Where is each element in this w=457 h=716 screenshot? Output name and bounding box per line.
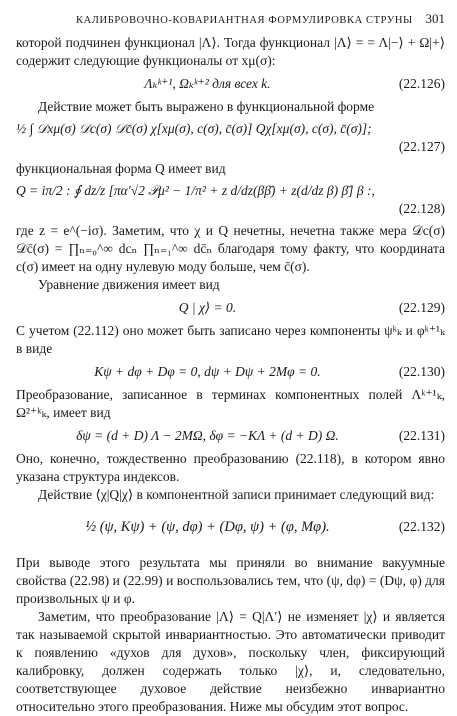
equation-number: (22.128) — [398, 201, 445, 216]
equation-formula: δψ = (d + D) Λ − 2MΩ, δφ = −KΛ + (d + D) Ω. — [76, 428, 339, 443]
paragraph-11: Заметим, что преобразование |Λ⟩ = Q|Λ′⟩ не изменяет |χ⟩ и является так называемой скрытой инвариантностью. Это автоматически приводит к появлению «духов для духов», поскольку член, фиксирующий калибровку, должен содержать только |χ⟩, и, следовательно, соответствующее духовое действие неизбежно инвариантно относительно этого преобразования. Ниже мы обсудим этот вопрос. — [16, 609, 445, 714]
equation-number: (22.132) — [398, 519, 445, 534]
equation-22-127 — [16, 120, 445, 156]
equation-22-131 — [16, 427, 445, 445]
paragraph-6: С учетом (22.112) оно может быть записано через компоненты ψᵏₖ и φᵏ⁺¹ₖ в виде — [16, 323, 445, 356]
equation-22-132 — [16, 518, 445, 536]
equation-formula: Q = iπ/2 : ∮ dz/z [πα′√2 𝒫μ² − 1/π² + z d/dz(ββ̄) + z(d/dz β) β̄] β :, — [16, 183, 375, 198]
equation-22-130 — [16, 363, 445, 381]
equation-number: (22.129) — [398, 300, 445, 315]
paragraph-1: которой подчинен функционал |Λ⟩. Тогда функционал |Λ⟩ = = Λ|−⟩ + Ω|+⟩ содержит следующие функционалы от xμ(σ): — [16, 35, 445, 68]
equation-number: (22.126) — [398, 76, 445, 91]
paragraph-10: При выводе этого результата мы приняли во внимание вакуумные свойства (22.98) и (22.99) и воспользовались тем, что (ψ, dφ) = (Dψ, φ) для произвольных ψ и φ. — [16, 555, 445, 606]
page-number: 301 — [425, 11, 445, 26]
equation-22-128 — [16, 182, 445, 218]
running-header — [16, 10, 445, 34]
equation-formula: Q | χ⟩ = 0. — [178, 300, 237, 315]
equation-formula: Λₖᵏ⁺¹, Ωₖᵏ⁺² для всех k. — [144, 76, 271, 91]
equation-number: (22.131) — [398, 428, 445, 443]
paragraph-2: Действие может быть выражено в функциональной форме — [38, 99, 375, 114]
equation-formula: ½ (ψ, Kψ) + (ψ, dφ) + (Dφ, ψ) + (φ, Mφ). — [85, 519, 330, 535]
equation-number: (22.127) — [398, 139, 445, 154]
running-title: КАЛИБРОВОЧНО-КОВАРИАНТНАЯ ФОРМУЛИРОВКА СТРУНЫ — [76, 15, 413, 26]
equation-formula: ½ ∫ 𝒟xμ(σ) 𝒟c(σ) 𝒟c̄(σ) χ[xμ(σ), c(σ), c̄(σ)] Qχ[xμ(σ), c(σ), c̄(σ)]; — [16, 121, 372, 136]
paragraph-3: функциональная форма Q имеет вид — [16, 161, 226, 176]
equation-formula: Kψ + dφ + Dφ = 0, dψ + Dψ + 2Mφ = 0. — [94, 364, 321, 379]
paragraph-5: Уравнение движения имеет вид — [38, 277, 220, 292]
equation-22-126 — [16, 75, 445, 93]
paragraph-9: Действие ⟨χ|Q|χ⟩ в компонентной записи принимает следующий вид: — [38, 487, 435, 502]
paragraph-8: Оно, конечно, тождественно преобразованию (22.118), в котором явно указана структура индексов. — [16, 451, 445, 484]
paragraph-7: Преобразование, записанное в терминах компонентных полей Λᵏ⁺¹ₖ, Ω²⁺ᵏₖ, имеет вид — [16, 387, 445, 420]
equation-22-129 — [16, 299, 445, 317]
equation-number: (22.130) — [398, 364, 445, 379]
paragraph-4: где z = e^(−iσ). Заметим, что χ и Q нечетны, нечетна также мера 𝒟c(σ) 𝒟c̄(σ) = ∏ₙ₌₀^∞ dcₙ ∏ₙ₌₁^∞ dc̄ₙ благодаря тому факту, что координата c(σ) имеет на одну нулевую моду больше, чем c̄(σ). — [16, 223, 445, 274]
